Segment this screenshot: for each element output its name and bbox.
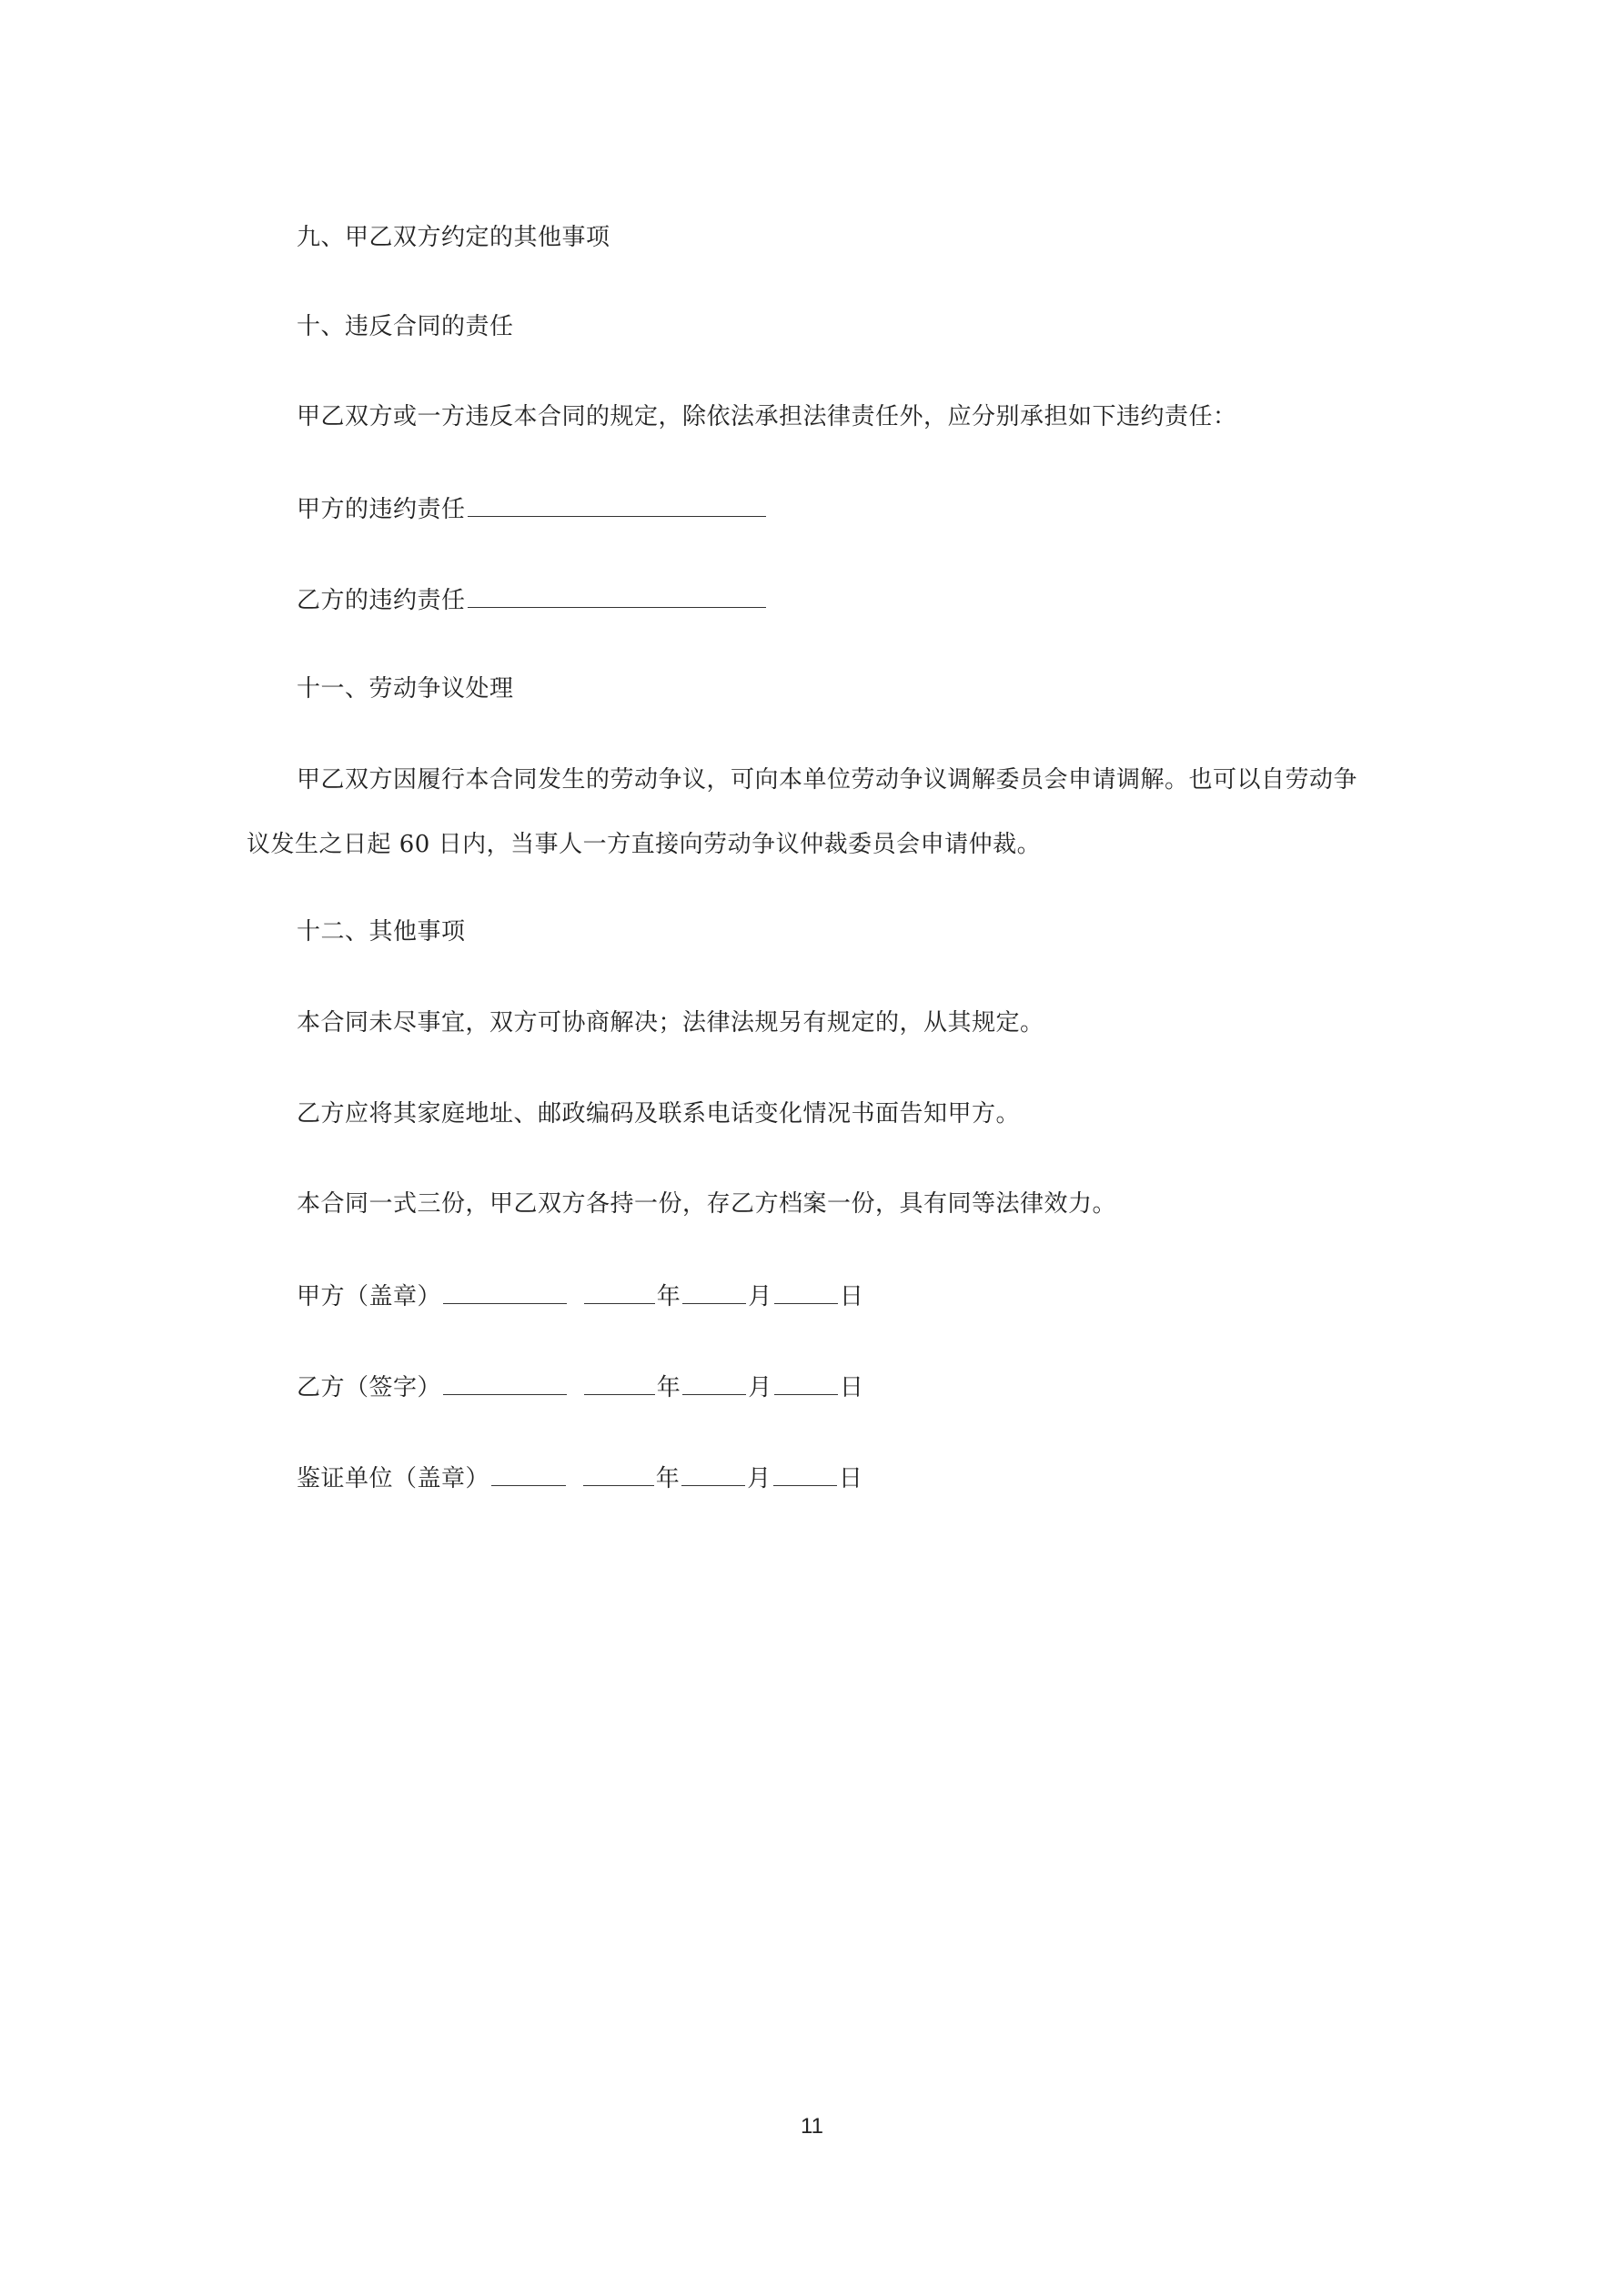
other-matters-2: 乙方应将其家庭地址、邮政编码及联系电话变化情况书面告知甲方。	[297, 1100, 1021, 1128]
party-b-day-blank[interactable]	[774, 1371, 838, 1395]
section-9-heading: 九、甲乙双方约定的其他事项	[297, 224, 610, 251]
party-b-breach-blank[interactable]	[468, 583, 766, 608]
party-b-sign-blank[interactable]	[443, 1371, 567, 1395]
party-a-breach-row	[297, 492, 768, 525]
year-label: 年	[655, 1465, 681, 1492]
verifier-year-blank[interactable]	[583, 1462, 654, 1486]
verifier-day-blank[interactable]	[773, 1462, 837, 1486]
party-a-month-blank[interactable]	[682, 1279, 746, 1304]
party-b-signature-label: 乙方（签字）	[297, 1374, 442, 1401]
section-11-heading: 十一、劳动争议处理	[297, 675, 514, 703]
month-label: 月	[747, 1465, 772, 1492]
other-matters-3: 本合同一式三份，甲乙双方各持一份，存乙方档案一份，具有同等法律效力。	[297, 1190, 1117, 1218]
party-a-breach-label: 甲方的违约责任	[297, 496, 466, 523]
verifier-month-blank[interactable]	[681, 1462, 745, 1486]
party-b-breach-row	[297, 583, 768, 616]
year-label: 年	[656, 1374, 681, 1401]
verifier-signature-row	[297, 1462, 862, 1494]
party-a-signature-row	[297, 1279, 863, 1312]
dispute-paragraph	[247, 764, 1384, 860]
breach-intro-text: 甲乙双方或一方违反本合同的规定，除依法承担法律责任外，应分别承担如下违约责任：	[297, 403, 1237, 430]
dispute-line-2: 议发生之日起 60 日内，当事人一方直接向劳动争议仲裁委员会申请仲裁。	[247, 831, 1042, 858]
day-label: 日	[838, 1465, 863, 1492]
section-12-heading: 十二、其他事项	[297, 918, 466, 946]
party-b-year-blank[interactable]	[584, 1371, 655, 1395]
day-label: 日	[839, 1283, 864, 1310]
party-b-month-blank[interactable]	[682, 1371, 746, 1395]
party-a-signature-label: 甲方（盖章）	[297, 1283, 442, 1310]
party-b-breach-label: 乙方的违约责任	[297, 587, 466, 614]
party-a-breach-blank[interactable]	[468, 492, 766, 517]
party-b-signature-row	[297, 1371, 863, 1403]
page-number: 11	[801, 2114, 823, 2139]
party-a-seal-blank[interactable]	[443, 1279, 567, 1304]
verifier-seal-blank[interactable]	[491, 1462, 566, 1486]
month-label: 月	[748, 1283, 772, 1310]
month-label: 月	[748, 1374, 772, 1401]
dispute-line-1: 甲乙双方因履行本合同发生的劳动争议，可向本单位劳动争议调解委员会申请调解。也可以自劳动争	[297, 766, 1358, 794]
verifier-signature-label: 鉴证单位（盖章）	[297, 1465, 490, 1492]
party-a-year-blank[interactable]	[584, 1279, 655, 1304]
year-label: 年	[656, 1283, 681, 1310]
section-10-heading: 十、违反合同的责任	[297, 313, 514, 340]
other-matters-1: 本合同未尽事宜，双方可协商解决；法律法规另有规定的，从其规定。	[297, 1009, 1044, 1037]
day-label: 日	[839, 1374, 864, 1401]
party-a-day-blank[interactable]	[774, 1279, 838, 1304]
